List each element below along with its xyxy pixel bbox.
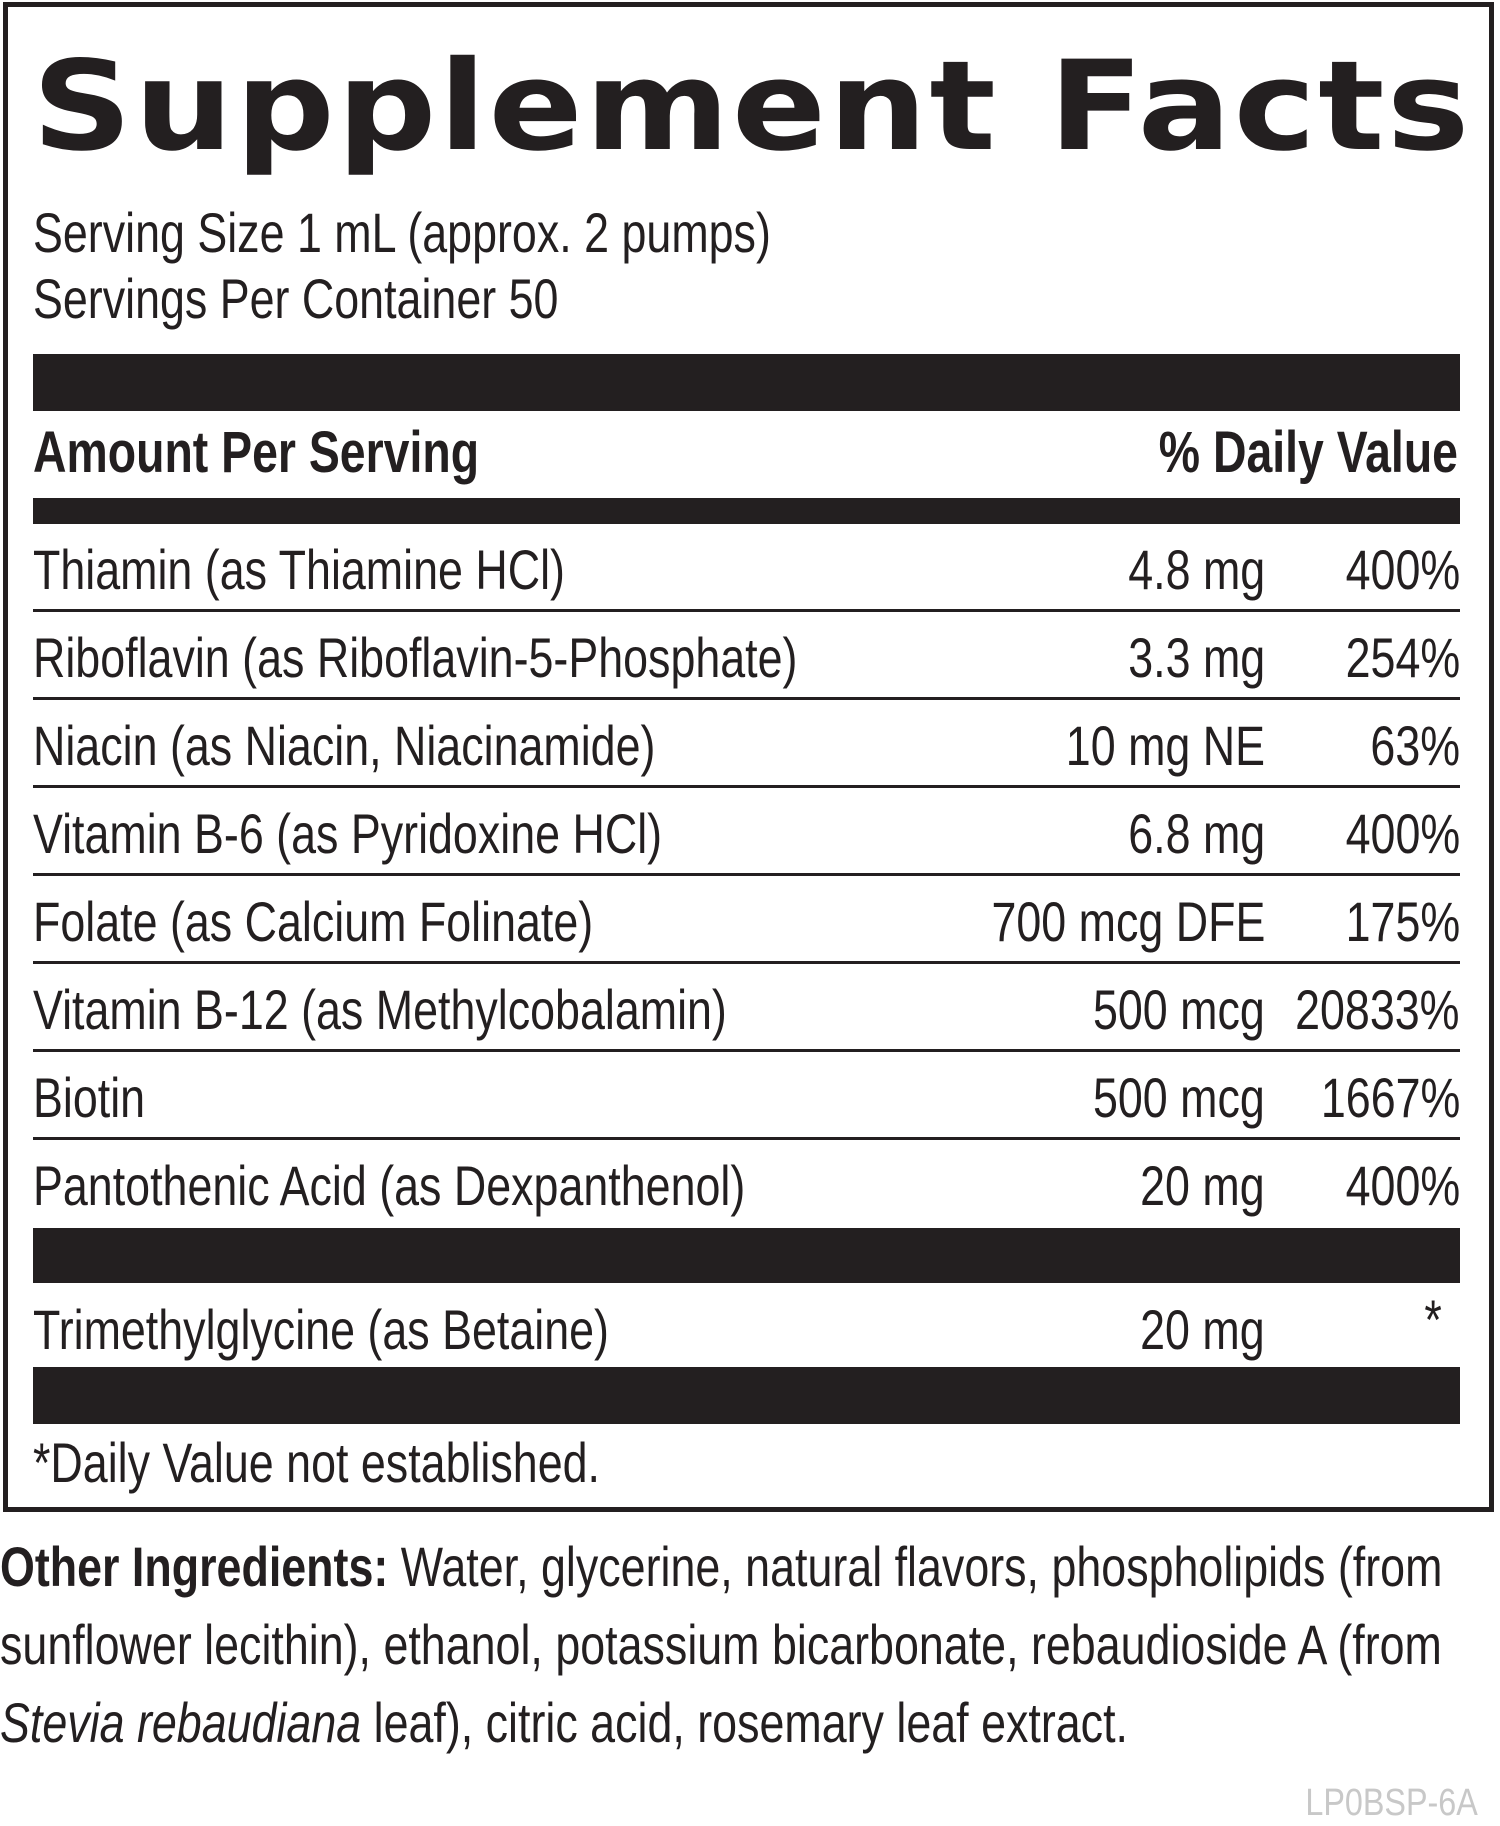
nutrient-amount: 4.8 mg (1128, 538, 1265, 601)
nutrient-row (33, 876, 1460, 964)
nutrient-amount: 700 mcg DFE (991, 890, 1265, 953)
nutrient-name: Trimethylglycine (as Betaine) (33, 1298, 609, 1361)
nutrient-daily-value: 175% (1345, 890, 1460, 953)
nutrient-amount: 3.3 mg (1128, 626, 1265, 689)
thick-divider-middle (33, 1228, 1460, 1283)
servings-per-container: Servings Per Container 50 (33, 267, 559, 330)
nutrient-name: Folate (as Calcium Folinate) (33, 890, 594, 953)
panel-title: Supplement Facts (32, 35, 1472, 179)
nutrient-amount: 10 mg NE (1065, 714, 1265, 777)
other-ingredients-label: Other Ingredients: (0, 1535, 389, 1598)
amount-per-serving-header: Amount Per Serving (33, 420, 480, 485)
daily-value-footnote: *Daily Value not established. (33, 1431, 600, 1494)
nutrient-name: Riboflavin (as Riboflavin-5-Phosphate) (33, 626, 798, 689)
nutrient-daily-value: 20833% (1295, 978, 1460, 1041)
nutrient-name: Pantothenic Acid (as Dexpanthenol) (33, 1154, 746, 1217)
nutrient-daily-value: 1667% (1320, 1066, 1460, 1129)
other-nutrient-row (33, 1284, 1460, 1372)
nutrient-row (33, 524, 1460, 612)
nutrient-row (33, 700, 1460, 788)
nutrient-daily-value: 400% (1345, 802, 1460, 865)
nutrient-daily-value: * (1424, 1288, 1442, 1351)
other-ingredients (0, 1528, 1488, 1762)
nutrient-name: Thiamin (as Thiamine HCl) (33, 538, 565, 601)
nutrient-amount: 500 mcg (1093, 1066, 1265, 1129)
nutrient-amount: 20 mg (1140, 1154, 1265, 1217)
nutrient-row (33, 612, 1460, 700)
nutrient-daily-value: 400% (1345, 538, 1460, 601)
nutrient-name: Vitamin B-6 (as Pyridoxine HCl) (33, 802, 663, 865)
nutrient-row (33, 1052, 1460, 1140)
nutrient-daily-value: 63% (1370, 714, 1460, 777)
serving-size: Serving Size 1 mL (approx. 2 pumps) (33, 201, 771, 264)
nutrient-amount: 20 mg (1140, 1298, 1265, 1361)
product-code: LP0BSP-6A (1305, 1782, 1478, 1824)
nutrient-row (33, 1140, 1460, 1228)
nutrient-name: Niacin (as Niacin, Niacinamide) (33, 714, 656, 777)
nutrient-name: Biotin (33, 1066, 146, 1129)
nutrient-name: Vitamin B-12 (as Methylcobalamin) (33, 978, 727, 1041)
nutrient-row (33, 964, 1460, 1052)
nutrient-amount: 6.8 mg (1128, 802, 1265, 865)
other-ingredients-text-before: Water, glycerine, natural flavors, phospholipids (from sunflower lecithin), ethanol, potassium bicarbonate, rebaudioside A (from (0, 1535, 1443, 1676)
other-ingredients-text-after: leaf), citric acid, rosemary leaf extract. (361, 1691, 1128, 1754)
nutrient-row (33, 788, 1460, 876)
other-ingredients-italic: Stevia rebaudiana (0, 1691, 362, 1754)
thick-divider-header (33, 498, 1460, 524)
nutrient-daily-value: 400% (1345, 1154, 1460, 1217)
thick-divider-top (33, 354, 1460, 411)
thick-divider-bottom (33, 1367, 1460, 1424)
daily-value-header: % Daily Value (1158, 420, 1458, 485)
nutrient-amount: 500 mcg (1093, 978, 1265, 1041)
nutrient-daily-value: 254% (1345, 626, 1460, 689)
